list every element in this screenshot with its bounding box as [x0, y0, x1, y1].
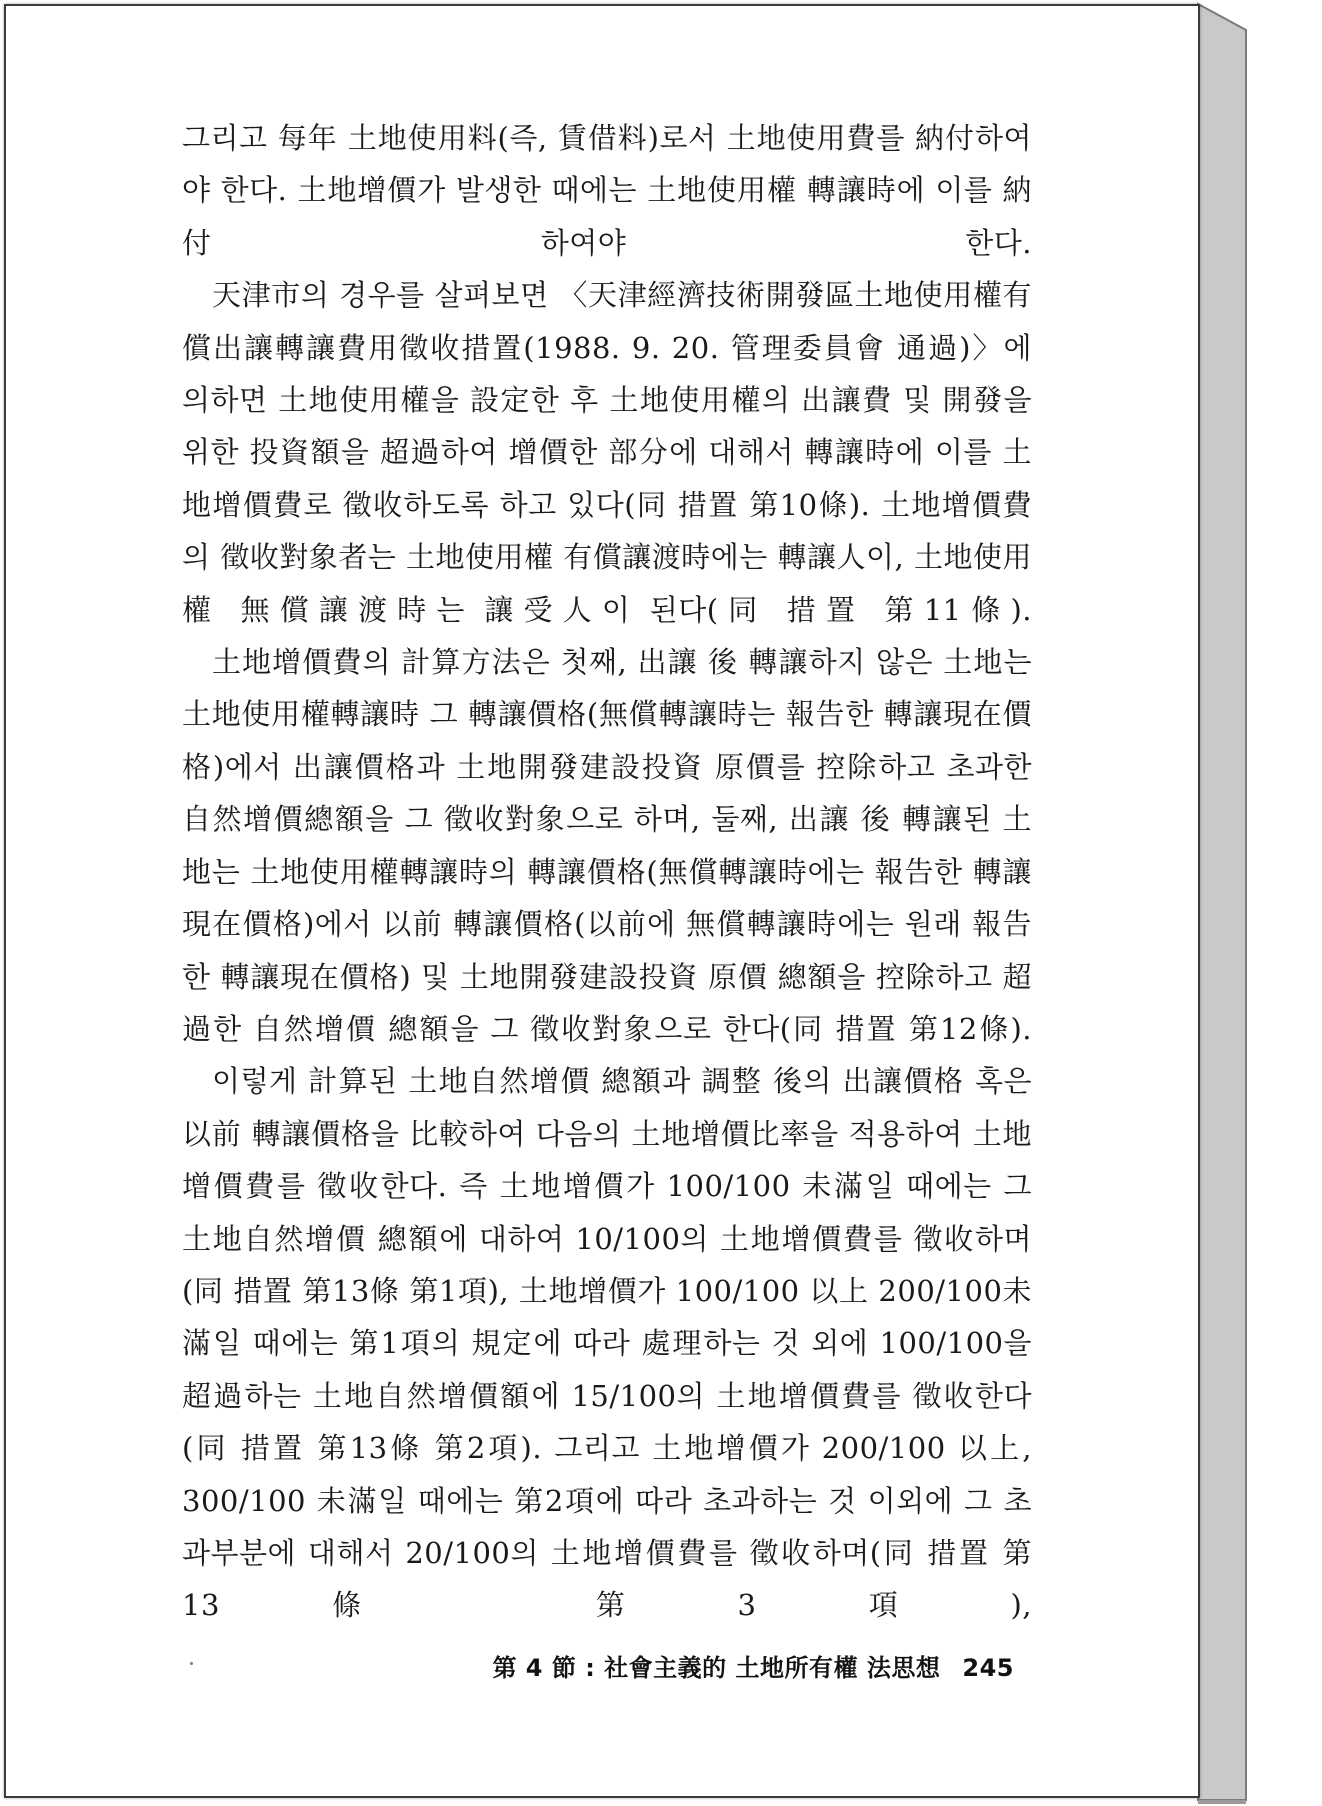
paragraph-3-text: 土地增價費의 計算方法은 첫째, 出讓 後 轉讓하지 않은 土地는 土地使用權轉讓時 그 轉讓價格(無償轉讓時는 報告한 轉讓現在價格)에서 出讓價格과 土地開發建設投資 原價를 控除하고 초과한 自然增價總額을 그 徵收對象으로 하며, 둘째, 出讓 後 轉讓된 土地는 土地使用權轉讓時의 轉讓價格(無償轉讓時에는 報告한 轉讓現在價格)에서 以前 轉讓價格(以前에 無償轉讓時에는 원래 報告한 轉讓現在價格) 및 土地開發建設投資 原價 總額을 控除하고 超過한 自然增價 總額을 그 徵收對象으로 한다(同 措置 第12條).	[182, 645, 1032, 1046]
page-footer	[0, 1648, 1014, 1683]
paragraph-1-text: 그리고 每年 土地使用料(즉, 賃借料)로서 土地使用費를 納付하여야 한다. 土地增價가 발생한 때에는 土地使用權 轉讓時에 이를 納付하여야 한다.	[182, 121, 1032, 260]
paragraph-1	[182, 112, 1032, 269]
running-title: 第 4 節 : 社會主義的 土地所有權 法思想	[492, 1654, 941, 1682]
paragraph-2	[182, 269, 1032, 636]
body-text	[182, 112, 1032, 1632]
paragraph-3	[182, 636, 1032, 1055]
paragraph-4-text: 이렇게 計算된 土地自然增價 總額과 調整 後의 出讓價格 혹은 以前 轉讓價格을 比較하여 다음의 土地增價比率을 적용하여 土地增價費를 徵收한다. 즉 土地增價가 100/100 未滿일 때에는 그 土地自然增價 總額에 대하여 10/100의 土地增價費를 徵收하며(同 措置 第13條 第1項), 土地增價가 100/100 以上 200/100未滿일 때에는 第1項의 規定에 따라 處理하는 것 외에 100/100을 超過하는 土地自然增價額에 15/100의 土地增價費를 徵收한다(同 措置 第13條 第2項). 그리고 土地增價가 200/100 以上, 300/100 未滿일 때에는 第2項에 따라 초과하는 것 이외에 그 초과부분에 대해서 20/100의 土地增價費를 徵收하며(同 措置 第13條 第3項),	[182, 1064, 1032, 1623]
paragraph-2-text: 天津市의 경우를 살펴보면 〈天津經濟技術開發區土地使用權有償出讓轉讓費用徵收措置(1988. 9. 20. 管理委員會 通過)〉에 의하면 土地使用權을 設定한 후 土地使用權의 出讓費 및 開發을 위한 投資額을 超過하여 增價한 部分에 대해서 轉讓時에 이를 土地增價費로 徵收하도록 하고 있다(同 措置 第10條). 土地增價費의 徵收對象者는 土地使用權 有償讓渡時에는 轉讓人이, 土地使用權 無償讓渡時는 讓受人이 된다(同 措置 第11條).	[182, 278, 1032, 627]
page-number: 245	[962, 1654, 1014, 1682]
paragraph-4	[182, 1055, 1032, 1631]
